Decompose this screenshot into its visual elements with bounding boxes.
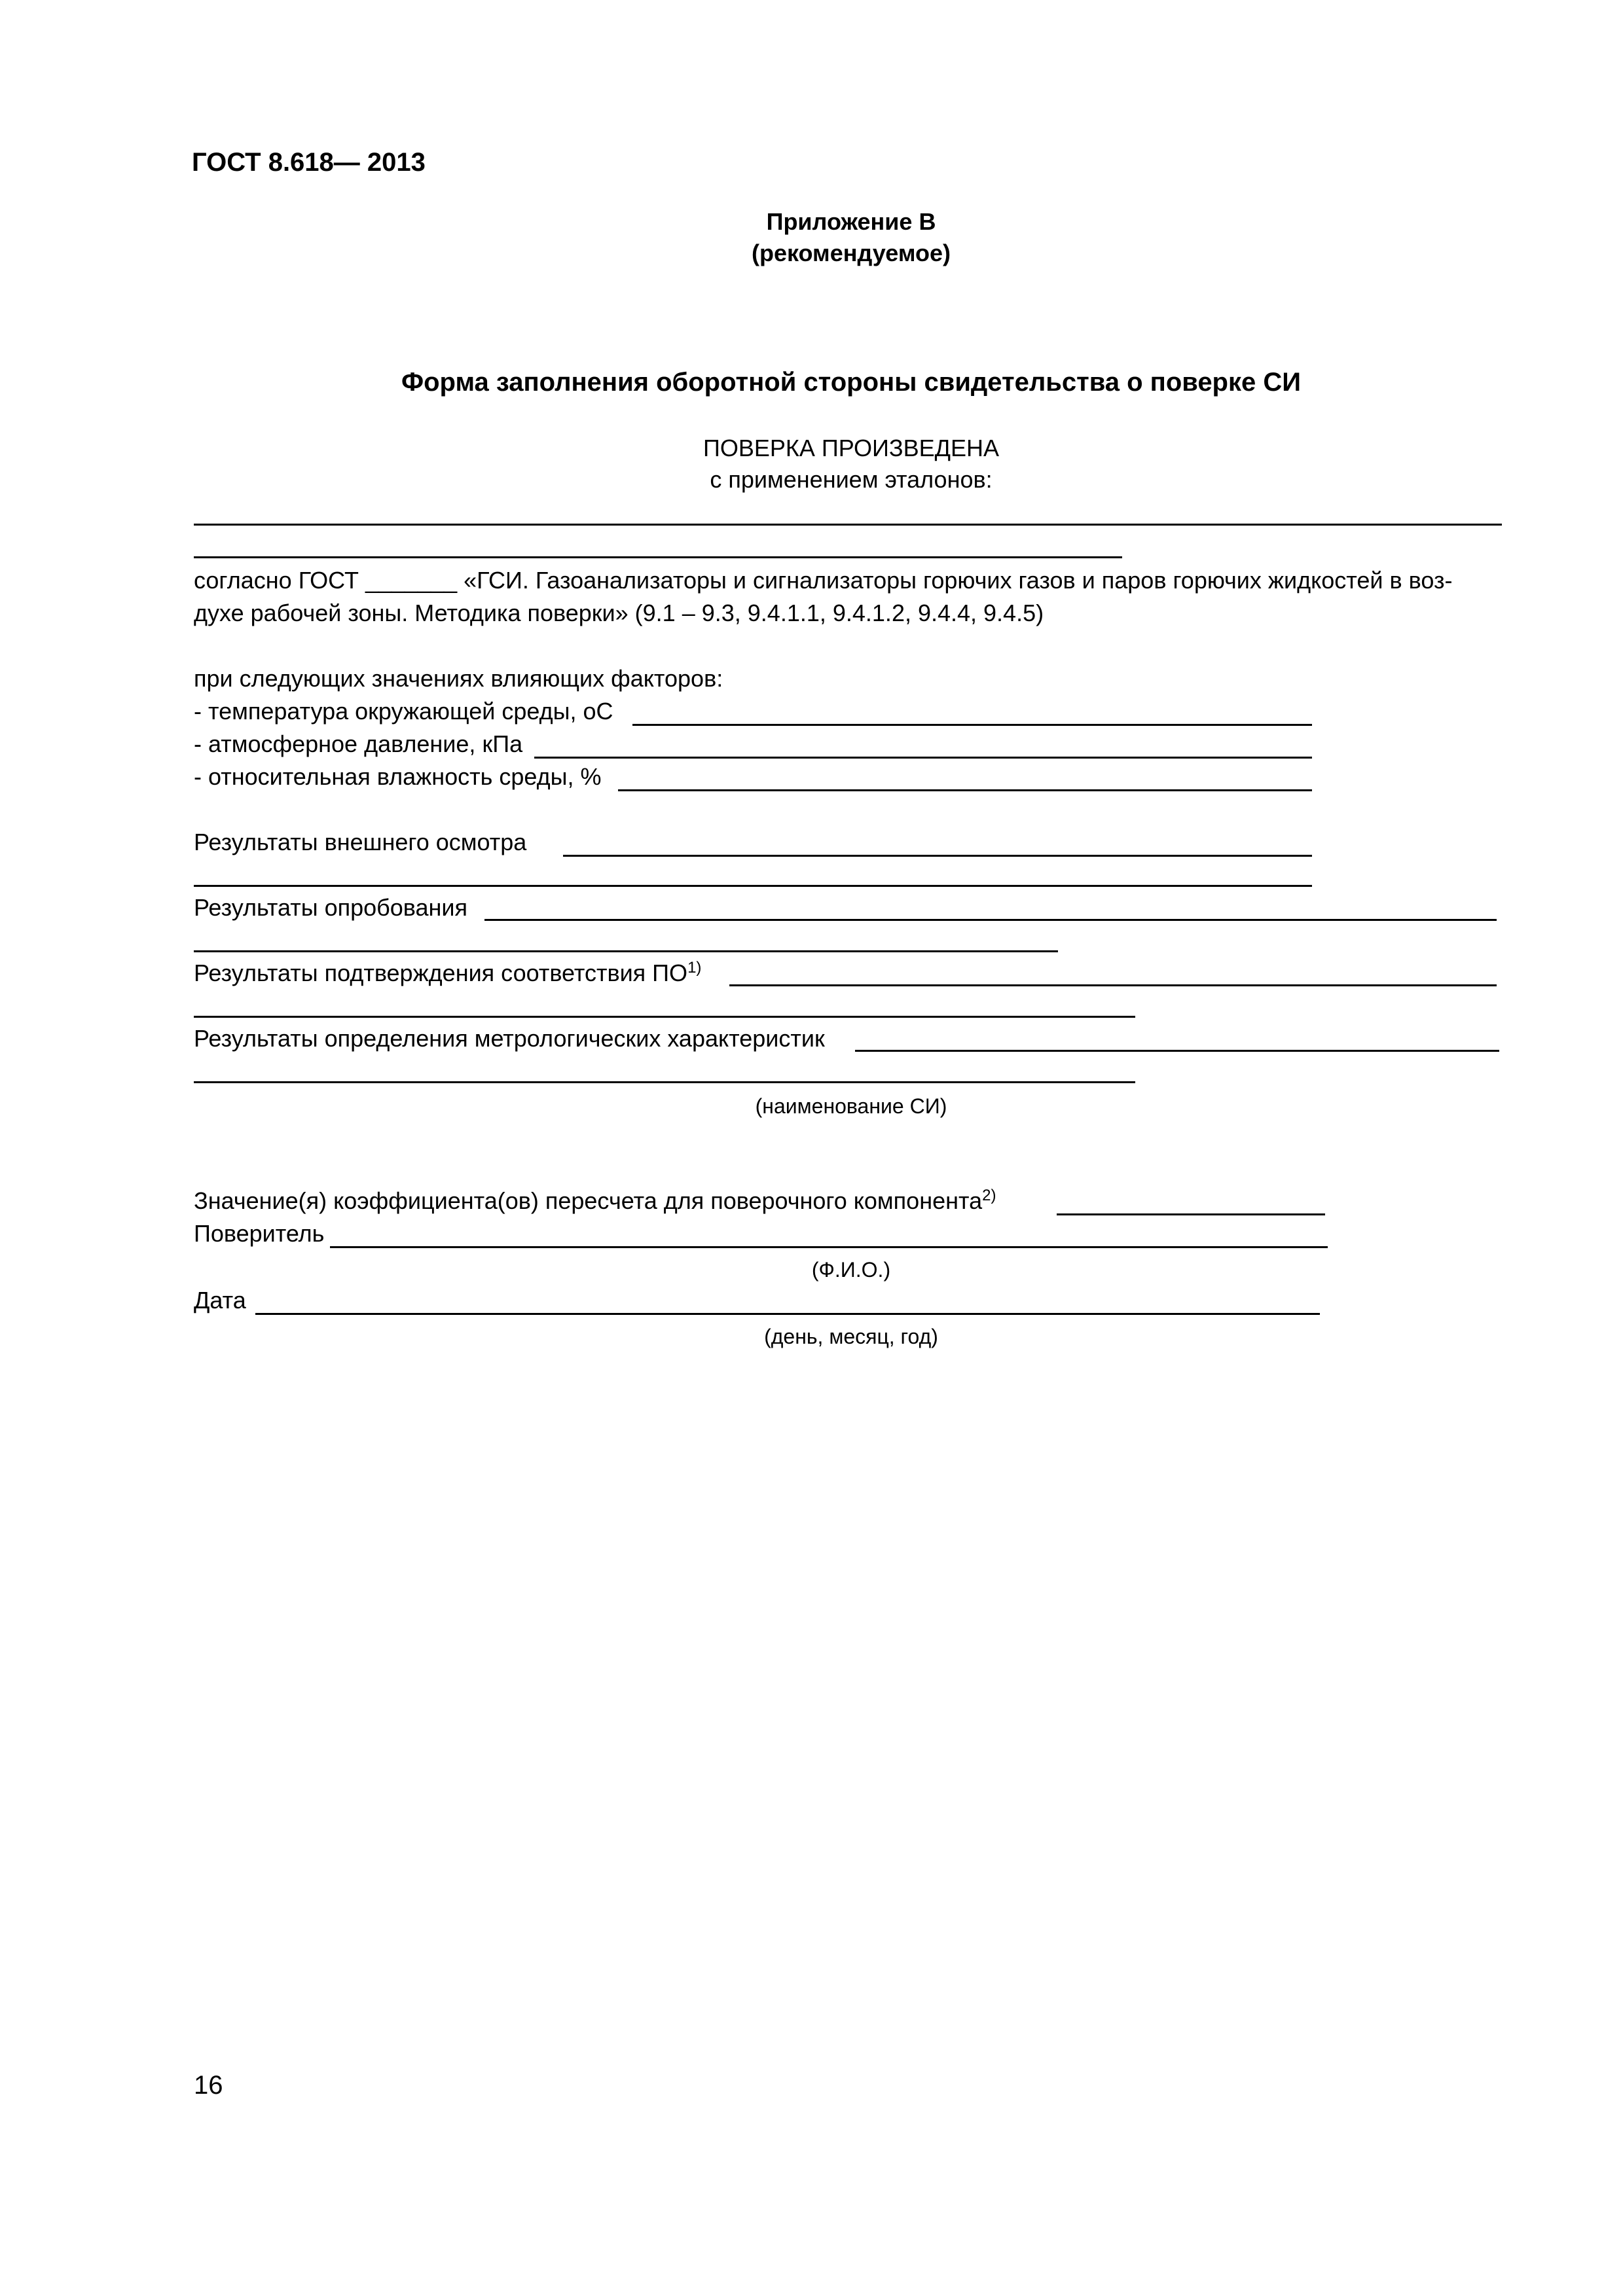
method-line1: согласно ГОСТ _______ «ГСИ. Газоанализаторы и сигнализаторы горючих газов и паров горючих жидкостей в воз- [194,567,1453,594]
factor-pressure-label: - атмосферное давление, кПа [194,730,523,757]
verifier-field[interactable] [330,1246,1328,1248]
verification-line1: ПОВЕРКА ПРОИЗВЕДЕНА [702,435,1000,461]
factors-intro: при следующих значениях влияющих факторов: [194,665,723,692]
factor-temperature-label: - температура окружающей среды, оС [194,698,613,725]
temperature-field[interactable] [632,724,1312,726]
software-field-2[interactable] [194,1016,1135,1018]
verification-line2: с применением эталонов: [710,466,993,493]
page-number: 16 [194,2071,223,2100]
footnote-2: 2) [982,1187,996,1204]
date-caption: (день, месяц, год) [764,1325,938,1348]
verifier-label: Поверитель [194,1220,325,1247]
testing-label: Результаты опробования [194,894,468,921]
name-caption: (наименование СИ) [755,1094,947,1118]
metrology-label: Результаты определения метрологических характеристик [194,1025,825,1052]
software-label: Результаты подтверждения соответствия ПО$^{1)}$ [194,959,702,986]
etalon-line-1[interactable] [194,524,1502,526]
testing-field[interactable] [484,919,1497,921]
humidity-field[interactable] [618,789,1312,791]
appendix-type: (рекомендуемое) [752,240,951,266]
etalon-line-2[interactable] [194,556,1122,558]
coefficient-field[interactable] [1057,1213,1325,1215]
verifier-caption: (Ф.И.О.) [811,1258,891,1282]
appendix-title: Приложение В [766,208,936,235]
date-field[interactable] [255,1313,1320,1315]
date-label: Дата [194,1287,246,1314]
visual-inspection-field-2[interactable] [194,885,1312,887]
coefficient-label: Значение(я) коэффициента(ов) пересчета для поверочного компонента$^{2)}$ [194,1187,996,1214]
testing-field-2[interactable] [194,950,1058,952]
form-title: Форма заполнения оборотной стороны свидетельства о поверке СИ [401,368,1302,397]
metrology-field[interactable] [855,1050,1499,1052]
footnote-1: 1) [687,959,702,977]
software-field[interactable] [729,984,1497,986]
factor-humidity-label: - относительная влажность среды, % [194,763,602,790]
method-line2: духе рабочей зоны. Методика поверки» (9.1 – 9.3, 9.4.1.1, 9.4.1.2, 9.4.4, 9.4.5) [194,600,1044,626]
metrology-field-2[interactable] [194,1081,1135,1083]
visual-inspection-label: Результаты внешнего осмотра [194,829,527,855]
standard-code: ГОСТ 8.618— 2013 [192,148,426,177]
pressure-field[interactable] [534,757,1312,759]
visual-inspection-field[interactable] [563,855,1312,857]
